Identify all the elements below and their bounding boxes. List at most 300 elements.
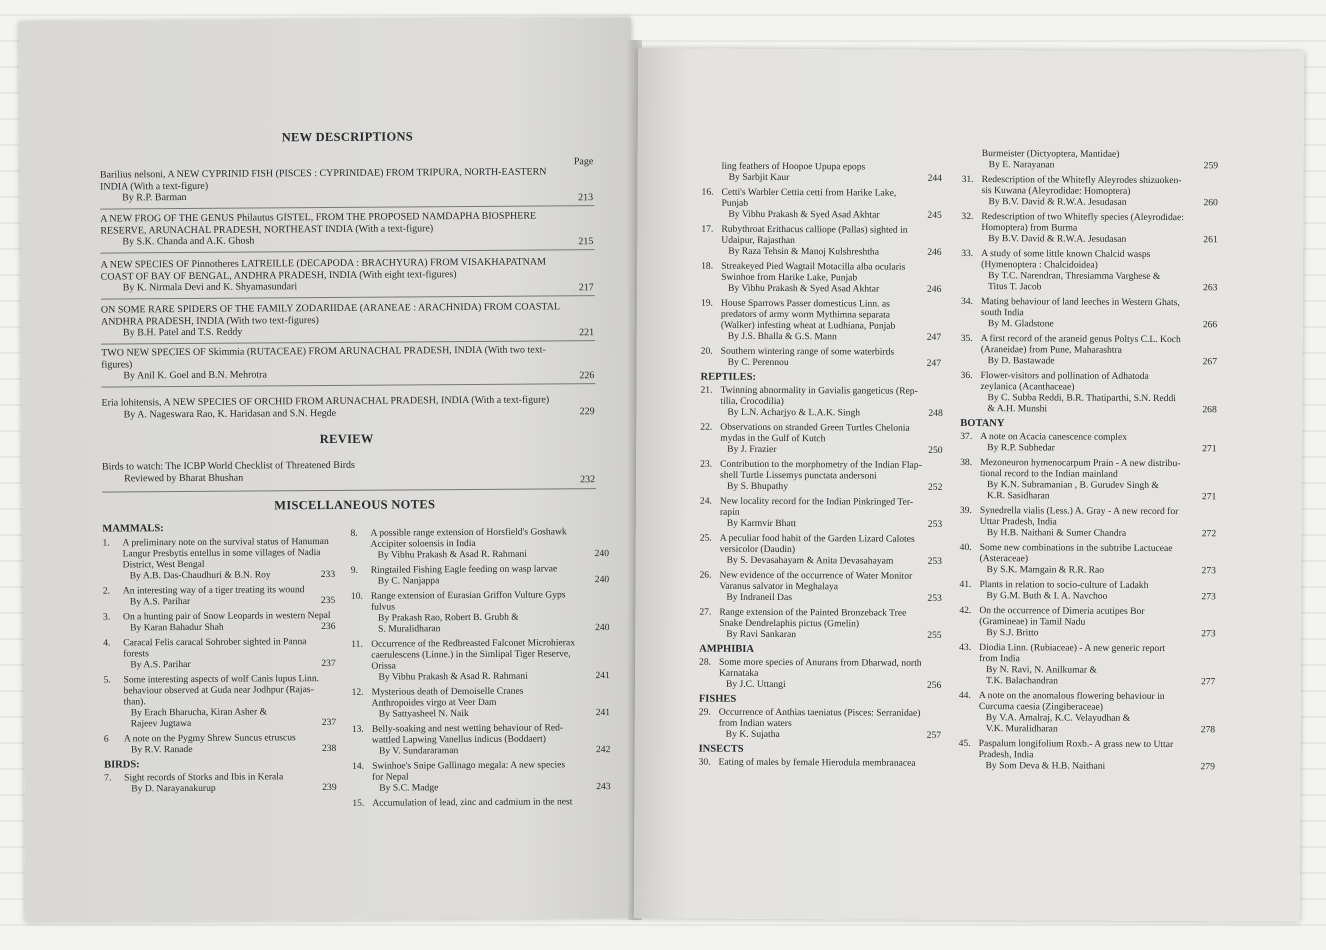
note-page: 273 bbox=[1201, 591, 1216, 603]
birds-label: BIRDS: bbox=[104, 759, 140, 771]
note-title-line: Paspalum longifolium Roxb.- A grass new to Uttar bbox=[978, 738, 1174, 751]
divider bbox=[100, 249, 594, 253]
note-page: 259 bbox=[1203, 160, 1219, 172]
note-title-line: behaviour observed at Guda near Jodhpur (Rajas- bbox=[123, 684, 314, 697]
note-entry bbox=[102, 536, 342, 582]
note-entry bbox=[103, 610, 343, 634]
divider bbox=[101, 383, 595, 387]
note-authors: Rajeev Jugtawa bbox=[130, 717, 192, 730]
note-number: 30. bbox=[698, 756, 711, 768]
note-number: 6 bbox=[103, 733, 109, 745]
note-title-line: (Asteraceae) bbox=[979, 553, 1029, 565]
note-title-line: Accumulation of lead, zinc and cadmium in the nest bbox=[372, 796, 573, 809]
right-page bbox=[634, 48, 1305, 921]
note-entry bbox=[701, 346, 961, 369]
note-title-line: Mezoneuron hymenocarpum Prain - A new distribu- bbox=[980, 457, 1181, 470]
note-entry bbox=[962, 148, 1232, 171]
botany-label: BOTANY bbox=[960, 417, 1005, 430]
note-entry bbox=[961, 174, 1231, 208]
note-title-line: Burmeister (Dictyoptera, Mantidae) bbox=[981, 148, 1120, 160]
note-number: 16. bbox=[701, 186, 714, 198]
note-page: 241 bbox=[595, 670, 610, 682]
note-authors: By K.N. Subramanian , B. Gurudev Singh & bbox=[986, 479, 1159, 491]
note-page: 235 bbox=[320, 594, 336, 607]
note-page: 243 bbox=[596, 781, 611, 793]
note-title-line: Range extension of the Painted Bronzeback Tree bbox=[719, 606, 907, 619]
note-page: 261 bbox=[1203, 234, 1218, 246]
note-page: 236 bbox=[321, 620, 336, 633]
note-title-line: forests bbox=[123, 648, 149, 660]
note-title-line: Snake Dendrelaphis pictus (Gmelin) bbox=[719, 617, 860, 630]
misc-notes-heading: MISCELLANEOUS NOTES bbox=[274, 497, 436, 513]
note-title-line: ling feathers of Hoopoe Upupa epops bbox=[721, 160, 866, 173]
note-title-line: (Walker) infesting wheat at Ludhiana, Punjab bbox=[720, 319, 896, 332]
divider bbox=[101, 295, 595, 299]
note-page: 240 bbox=[594, 548, 610, 560]
note-title-line: zeylanica (Acanthaceae) bbox=[980, 381, 1075, 393]
note-number: 43. bbox=[959, 641, 972, 654]
note-number: 9. bbox=[350, 564, 358, 576]
note-authors: By H.B. Naithani & Sumer Chandra bbox=[986, 527, 1127, 539]
description-page: 217 bbox=[578, 282, 594, 294]
description-entry bbox=[101, 344, 571, 382]
note-title-line: On a hunting pair of Snow Leopards in western Nepal bbox=[122, 609, 331, 623]
note-title-line: than). bbox=[123, 696, 146, 708]
note-title-line: Twinning abnormality in Gavialis gangeticus (Rep- bbox=[720, 384, 918, 397]
note-authors: By D. Narayanakurup bbox=[131, 782, 216, 795]
note-authors: By R.V. Ranade bbox=[130, 743, 193, 756]
note-entry bbox=[701, 187, 961, 221]
note-page: 244 bbox=[927, 172, 943, 184]
note-title-line: Orissa bbox=[371, 660, 396, 672]
description-page: 226 bbox=[579, 370, 595, 382]
description-authors: By S.K. Chanda and A.K. Ghosh bbox=[122, 235, 255, 248]
note-title-line: New locality record for the Indian Pinkringed Ter- bbox=[719, 495, 914, 508]
note-page: 272 bbox=[1201, 528, 1217, 540]
note-title-line: Accipiter soloensis in India bbox=[370, 537, 476, 550]
description-authors: By A. Nageswara Rao, K. Haridasan and S.N. Hegde bbox=[123, 407, 337, 420]
note-entry bbox=[351, 589, 591, 635]
reptiles-label: REPTILES: bbox=[700, 371, 757, 383]
note-title-line: Plants in relation to socio-culture of Ladakh bbox=[979, 579, 1149, 591]
insects-label: INSECTS bbox=[698, 743, 744, 755]
note-page: 233 bbox=[320, 568, 336, 581]
note-title-line: wattled Lapwing Vanellus indicus (Boddaert) bbox=[371, 733, 546, 746]
note-entry bbox=[352, 685, 592, 720]
note-title-line: Ringtailed Fishing Eagle feeding on wasp larvae bbox=[370, 563, 558, 576]
note-page: 266 bbox=[1202, 319, 1218, 331]
divider bbox=[100, 205, 594, 209]
note-page: 246 bbox=[926, 283, 942, 295]
note-entry bbox=[700, 496, 962, 530]
note-entry bbox=[959, 579, 1229, 602]
note-title-line: Eating of males by female Hierodula membranacea bbox=[718, 756, 916, 769]
note-title-line: Redescription of two Whitefly species (Aleyrodidae: bbox=[981, 211, 1185, 224]
note-entry bbox=[960, 505, 1230, 539]
description-title: ON SOME RARE SPIDERS OF THE FAMILY ZODARIIDAE (ARANEAE : ARACHNIDA) FROM COASTAL ANDHRA PRADESH, INDIA (With two text-figures) bbox=[100, 301, 560, 328]
note-number: 38. bbox=[960, 456, 973, 469]
note-number: 23. bbox=[700, 458, 713, 470]
note-title-line: sis Kuwana (Aleyrodidae: Homoptera) bbox=[981, 185, 1131, 197]
note-number: 15. bbox=[352, 797, 365, 809]
note-number: 40. bbox=[959, 541, 972, 554]
note-number: 26. bbox=[699, 569, 712, 581]
note-page: 245 bbox=[927, 209, 942, 221]
note-page: 271 bbox=[1202, 443, 1217, 455]
note-authors: K.R. Sasidharan bbox=[986, 490, 1050, 502]
note-authors: By Karmvir Bhatt bbox=[726, 517, 797, 530]
note-title-line: Synedrella vialis (Less.) A. Gray - A new record for bbox=[979, 505, 1179, 518]
left-page bbox=[19, 18, 637, 922]
note-title-line: Streakeyed Pied Wagtail Motacilla alba ocularis bbox=[721, 260, 906, 273]
note-page: 256 bbox=[926, 679, 942, 691]
note-title-line: Pradesh, India bbox=[978, 749, 1034, 761]
note-authors: By V.A. Amalraj, K.C. Velayudhan & bbox=[985, 712, 1131, 724]
divider bbox=[102, 488, 596, 492]
note-number: 7. bbox=[104, 772, 112, 784]
mammals-label: MAMMALS: bbox=[102, 523, 164, 535]
note-title-line: Range extension of Eurasian Griffon Vulture Gyps bbox=[370, 589, 566, 602]
note-number: 8. bbox=[350, 527, 358, 539]
note-entry bbox=[700, 385, 962, 419]
note-page: 237 bbox=[321, 716, 337, 729]
note-title-line: (Hymenoptera : Chalcidoidea) bbox=[981, 259, 1098, 271]
note-authors: By Vibhu Prakash & Asad R. Rahmani bbox=[377, 548, 527, 561]
note-authors: By Vibhu Prakash & Asad R. Rahmani bbox=[378, 670, 528, 683]
note-entry bbox=[700, 422, 962, 456]
note-title-line: A peculiar food habit of the Garden Lizard Calotes bbox=[719, 532, 915, 545]
note-entry bbox=[103, 673, 343, 730]
note-title-line: (Gramineae) in Tamil Nadu bbox=[979, 616, 1086, 628]
note-title-line: Langur Presbytis entellus in some villages of Nadia bbox=[122, 547, 321, 560]
note-authors: By K. Sujatha bbox=[725, 728, 780, 741]
description-entry bbox=[101, 256, 571, 294]
note-title-line: caerulescens (Linne.) in the Simlipal Tiger Reserve, bbox=[371, 648, 571, 661]
note-page: 239 bbox=[322, 781, 337, 794]
note-number: 45. bbox=[958, 737, 971, 750]
note-title-line: Occurrence of Anthias taeniatus (Pisces: Serranidae) bbox=[718, 706, 921, 719]
note-title-line: House Sparrows Passer domesticus Linn. as bbox=[720, 297, 890, 310]
note-page: 268 bbox=[1202, 404, 1217, 416]
note-page: 237 bbox=[321, 657, 336, 670]
note-authors: By J.C. Uttangi bbox=[725, 678, 786, 691]
fishes-label: FISHES bbox=[698, 693, 737, 705]
amphibia-label: AMPHIBIA bbox=[699, 643, 755, 655]
note-title-line: A study of some little known Chalcid wasps bbox=[981, 248, 1151, 260]
review-title: Birds to watch: The ICBP World Checklist of Threatened Birds bbox=[101, 459, 355, 473]
description-authors: By B.H. Patel and T.S. Reddy bbox=[122, 326, 243, 339]
description-page: 221 bbox=[579, 327, 595, 339]
note-authors: By A.S. Parihar bbox=[129, 595, 191, 608]
note-title-line: mydas in the Gulf of Kutch bbox=[720, 432, 826, 445]
note-entry bbox=[699, 607, 961, 641]
note-title-line: Udaipur, Rajasthan bbox=[721, 234, 795, 247]
note-entry bbox=[961, 333, 1231, 367]
note-title-line: from India bbox=[979, 653, 1020, 665]
note-authors: By S. Bhupathy bbox=[726, 480, 789, 493]
note-entry bbox=[699, 570, 961, 604]
note-entry bbox=[103, 636, 343, 671]
note-page: 250 bbox=[928, 444, 943, 456]
note-entry bbox=[699, 657, 961, 691]
note-entry bbox=[104, 732, 344, 756]
note-authors: By Prakash Rao, Robert B. Grubh & bbox=[377, 611, 519, 624]
note-page: 257 bbox=[926, 729, 942, 741]
note-title-line: A preliminary note on the survival status of Hanuman bbox=[122, 535, 329, 549]
description-entry bbox=[100, 166, 570, 204]
note-title-line: Redescription of the Whitefly Aleyrodes shizuoken- bbox=[981, 174, 1182, 187]
note-number: 12. bbox=[351, 686, 364, 698]
note-number: 2. bbox=[102, 585, 111, 597]
note-title-line: for Nepal bbox=[372, 771, 409, 783]
note-title-line: Observations on stranded Green Turtles Chelonia bbox=[720, 421, 910, 434]
note-title-line: Sight records of Storks and Ibis in Kerala bbox=[124, 771, 284, 784]
note-authors: By N. Ravi, N. Anilkumar & bbox=[986, 664, 1097, 676]
note-title-line: (Araneidae) from Pune, Maharashtra bbox=[980, 344, 1122, 356]
note-entry bbox=[959, 605, 1229, 639]
new-descriptions-heading: NEW DESCRIPTIONS bbox=[281, 129, 414, 145]
note-number: 27. bbox=[699, 606, 712, 618]
note-page: 247 bbox=[926, 331, 942, 343]
note-title-line: Punjab bbox=[721, 197, 749, 209]
note-authors: V.K. Muralidharan bbox=[985, 723, 1058, 735]
note-authors: By C. Nanjappa bbox=[377, 575, 440, 587]
note-title-line: Varanus salvator in Meghalaya bbox=[719, 580, 839, 593]
note-title-line: Curcuma caesia (Zingiberaceae) bbox=[978, 701, 1103, 713]
note-authors: By S.K. Mamgain & R.R. Rao bbox=[986, 564, 1105, 576]
note-authors: By Som Deva & H.B. Naithani bbox=[985, 760, 1106, 772]
note-number: 3. bbox=[102, 611, 111, 623]
note-authors: By C. Perennou bbox=[727, 356, 789, 369]
page-column-label: Page bbox=[573, 156, 594, 168]
note-entry bbox=[351, 563, 591, 587]
note-page: 263 bbox=[1203, 282, 1218, 294]
note-entry bbox=[699, 757, 961, 769]
note-number: 28. bbox=[699, 656, 712, 668]
review-heading: REVIEW bbox=[319, 431, 374, 447]
note-title-line: rapin bbox=[719, 506, 740, 518]
note-entry bbox=[352, 796, 592, 809]
note-page: 279 bbox=[1200, 761, 1215, 773]
note-entry bbox=[960, 431, 1230, 454]
note-title-line: south India bbox=[980, 307, 1024, 319]
note-title-line: Southern wintering range of some waterbirds bbox=[720, 345, 895, 358]
note-entry bbox=[701, 298, 961, 343]
note-title-line: fulvus bbox=[370, 601, 395, 613]
note-title-line: shell Turtle Lissemys punctata andersoni bbox=[720, 469, 877, 482]
note-title-line: A first record of the araneid genus Poltys C.L. Koch bbox=[980, 333, 1181, 346]
note-title-line: Rubythroat Erithacus calliope (Pallas) sighted in bbox=[721, 223, 908, 236]
note-title-line: On the occurrence of Dimeria acutipes Bor bbox=[979, 605, 1145, 617]
note-authors: By G.M. Buth & I. A. Navchoo bbox=[986, 590, 1108, 602]
note-title-line: Some more species of Anurans from Dharwad, north bbox=[719, 656, 922, 669]
note-entry bbox=[350, 526, 590, 561]
note-entry bbox=[352, 722, 592, 757]
description-entry bbox=[100, 210, 570, 248]
note-entry bbox=[700, 533, 962, 567]
note-page: 246 bbox=[927, 246, 942, 258]
note-page: 271 bbox=[1201, 491, 1217, 503]
note-number: 31. bbox=[961, 173, 974, 186]
note-number: 18. bbox=[701, 260, 714, 272]
note-page: 273 bbox=[1201, 628, 1216, 640]
note-title-line: predators of army worm Mythimna separata bbox=[720, 308, 891, 321]
note-page: 253 bbox=[927, 555, 943, 567]
note-entry bbox=[351, 637, 591, 683]
note-authors: By L.N. Acharjyo & L.A.K. Singh bbox=[727, 406, 861, 419]
description-title: A NEW SPECIES OF Pinnotheres LATREILLE (DECAPODA : BRACHYURA) FROM VISAKHAPATNAM COAST OF BAY OF BENGAL, ANDHRA PRADESH, INDIA (With eight text-figures) bbox=[100, 256, 547, 283]
note-title-line: A note on Acacia canescence complex bbox=[980, 431, 1128, 443]
note-authors: By Raza Tehsin & Manoj Kulshreshtha bbox=[728, 245, 880, 258]
note-title-line: An interesting way of a tiger treating its wound bbox=[122, 584, 305, 597]
note-authors: S. Muralidharan bbox=[378, 623, 441, 635]
note-authors: By Vibhu Prakash & Syed Asad Akhtar bbox=[728, 208, 880, 221]
note-authors: By Erach Bharucha, Kiran Asher & bbox=[130, 706, 268, 719]
note-number: 25. bbox=[699, 532, 712, 544]
note-number: 41. bbox=[959, 578, 972, 591]
note-authors: Titus T. Jacob bbox=[988, 281, 1042, 293]
note-page: 267 bbox=[1202, 356, 1218, 368]
note-page: 253 bbox=[927, 518, 943, 530]
note-authors: By S.J. Britto bbox=[986, 627, 1039, 639]
note-title-line: Belly-soaking and nest wetting behaviour of Red- bbox=[371, 722, 564, 735]
note-number: 11. bbox=[351, 638, 363, 650]
note-authors: By J. Frazier bbox=[727, 443, 777, 455]
note-title-line: Contribution to the morphometry of the Indian Flap- bbox=[720, 458, 922, 471]
note-entry bbox=[702, 161, 962, 184]
note-number: 19. bbox=[700, 297, 713, 309]
note-entry bbox=[959, 690, 1229, 735]
note-entry bbox=[961, 296, 1231, 330]
note-title-line: Swinhoe from Harike Lake, Punjab bbox=[721, 271, 858, 284]
note-title-line: A note on the anomalous flowering behaviour in bbox=[978, 690, 1165, 703]
note-page: 273 bbox=[1201, 565, 1216, 577]
note-number: 22. bbox=[700, 421, 713, 433]
review-page: 232 bbox=[580, 474, 596, 486]
note-entry bbox=[959, 738, 1229, 772]
note-title-line: A possible range extension of Horsfield's Goshawk bbox=[370, 526, 567, 539]
note-authors: By C. Subba Reddi, B.R. Thatiparthi, S.N. Reddi bbox=[987, 392, 1176, 405]
note-authors: By B.V. David & R.W.A. Jesudasan bbox=[988, 233, 1127, 245]
note-authors: By D. Bastawade bbox=[987, 355, 1055, 367]
note-authors: By R.P. Subhedar bbox=[987, 442, 1055, 454]
note-number: 5. bbox=[103, 674, 111, 686]
note-entry bbox=[701, 261, 961, 295]
note-page: 247 bbox=[926, 357, 942, 369]
note-title-line: versicolor (Daudin) bbox=[719, 543, 796, 556]
note-authors: By S.C. Madge bbox=[379, 782, 439, 794]
review-entry bbox=[102, 458, 572, 484]
note-number: 21. bbox=[700, 384, 713, 396]
note-title-line: Anthropoides virgo at Veer Dam bbox=[371, 696, 497, 709]
note-entry bbox=[104, 771, 344, 795]
note-number: 29. bbox=[698, 706, 711, 718]
note-authors: & A.H. Munshi bbox=[987, 403, 1048, 415]
note-title-line: Some new combinations in the subtribe Lactuceae bbox=[979, 542, 1173, 555]
description-authors: By K. Nirmala Devi and K. Shyamasundari bbox=[122, 281, 298, 294]
note-number: 34. bbox=[960, 295, 973, 308]
note-page: 240 bbox=[595, 622, 610, 634]
note-entry bbox=[959, 642, 1229, 687]
note-title-line: Mating behaviour of land leeches in Western Ghats, bbox=[980, 296, 1180, 309]
note-number: 14. bbox=[352, 760, 365, 772]
note-number: 35. bbox=[960, 332, 973, 345]
note-number: 39. bbox=[959, 504, 972, 517]
note-title-line: Caracal Felis caracal Sohrober sighted in Panna bbox=[123, 636, 307, 649]
description-page: 213 bbox=[578, 192, 594, 204]
note-page: 242 bbox=[595, 744, 611, 756]
description-title: Eria lohitensis, A NEW SPECIES OF ORCHID FROM ARUNACHAL PRADESH, INDIA (With a text-figure) bbox=[101, 394, 550, 409]
description-title: Barilius nelsoni, A NEW CYPRINID FISH (PISCES : CYPRINIDAE) FROM TRIPURA, NORTH-EASTERN INDIA (With a text-figure) bbox=[99, 166, 547, 193]
note-title-line: tilia, Crocodilia) bbox=[720, 395, 784, 408]
note-page: 240 bbox=[594, 574, 610, 586]
note-entry bbox=[700, 459, 962, 493]
note-title-line: Swinhoe's Snipe Gallinago megala: A new species bbox=[372, 759, 566, 772]
description-title: TWO NEW SPECIES OF Skimmia (RUTACEAE) FROM ARUNACHAL PRADESH, INDIA (With two text-figures) bbox=[101, 344, 546, 371]
note-authors: By Sarbjit Kaur bbox=[728, 171, 790, 184]
note-page: 278 bbox=[1200, 724, 1216, 736]
note-authors: By T.C. Narendran, Thresiamma Varghese & bbox=[988, 270, 1161, 282]
note-number: 17. bbox=[701, 223, 714, 235]
note-authors: By S. Devasahayam & Anita Devasahayam bbox=[726, 554, 894, 567]
note-authors: T.K. Balachandran bbox=[985, 675, 1059, 687]
note-page: 238 bbox=[321, 742, 337, 755]
note-number: 20. bbox=[700, 345, 713, 357]
note-authors: By M. Gladstone bbox=[987, 318, 1054, 330]
description-page: 229 bbox=[579, 406, 595, 418]
note-title-line: Cetti's Warbler Cettia cetti from Harike Lake, bbox=[721, 186, 897, 199]
note-page: 241 bbox=[595, 707, 611, 719]
note-title-line: District, West Bengal bbox=[122, 558, 205, 571]
note-authors: By A.B. Das-Chaudhuri & B.N. Roy bbox=[129, 569, 271, 582]
note-number: 37. bbox=[960, 430, 973, 443]
note-page: 255 bbox=[927, 629, 942, 641]
note-entry bbox=[960, 542, 1230, 576]
note-title-line: Homoptera) from Burma bbox=[981, 222, 1078, 234]
description-authors: By R.P. Barman bbox=[122, 191, 187, 204]
note-entry bbox=[960, 370, 1230, 415]
note-page: 260 bbox=[1203, 197, 1218, 209]
note-entry bbox=[352, 759, 592, 794]
note-authors: By A.S. Parihar bbox=[130, 658, 191, 671]
note-authors: By Sattyasheel N. Naik bbox=[378, 708, 469, 720]
note-title-line: Flower-visitors and pollination of Adhatoda bbox=[980, 370, 1149, 382]
note-number: 24. bbox=[699, 495, 712, 507]
note-authors: By V. Sundararaman bbox=[378, 745, 459, 757]
note-title-line: Karnataka bbox=[718, 667, 759, 679]
note-authors: By E. Narayanan bbox=[988, 159, 1055, 171]
review-author: Reviewed by Bharat Bhushan bbox=[124, 472, 244, 484]
note-entry bbox=[103, 584, 343, 608]
note-entry bbox=[699, 707, 961, 741]
note-title-line: tional record to the Indian mainland bbox=[980, 468, 1118, 480]
note-number: 4. bbox=[103, 637, 111, 649]
description-entry bbox=[101, 301, 571, 339]
note-title-line: New evidence of the occurrence of Water Monitor bbox=[719, 569, 913, 582]
note-authors: By Karan Bahadur Shah bbox=[130, 621, 224, 634]
note-entry bbox=[961, 211, 1231, 245]
note-number: 44. bbox=[958, 689, 971, 702]
note-authors: By B.V. David & R.W.A. Jesudasan bbox=[988, 196, 1127, 208]
note-title-line: A note on the Pygmy Shrew Suncus etruscus bbox=[123, 732, 296, 745]
note-page: 248 bbox=[928, 407, 943, 419]
note-number: 32. bbox=[961, 210, 974, 223]
description-title: A NEW FROG OF THE GENUS Philautus GISTEL, FROM THE PROPOSED NAMDAPHA BIOSPHERE RESERVE, ARUNACHAL PRADESH, NORTHEAST INDIA (With a text-figure) bbox=[100, 210, 537, 237]
description-entry bbox=[101, 394, 571, 420]
description-authors: By Anil K. Goel and B.N. Mehrotra bbox=[123, 369, 267, 382]
note-entry bbox=[961, 248, 1231, 293]
note-authors: By Indraneil Das bbox=[726, 591, 792, 604]
